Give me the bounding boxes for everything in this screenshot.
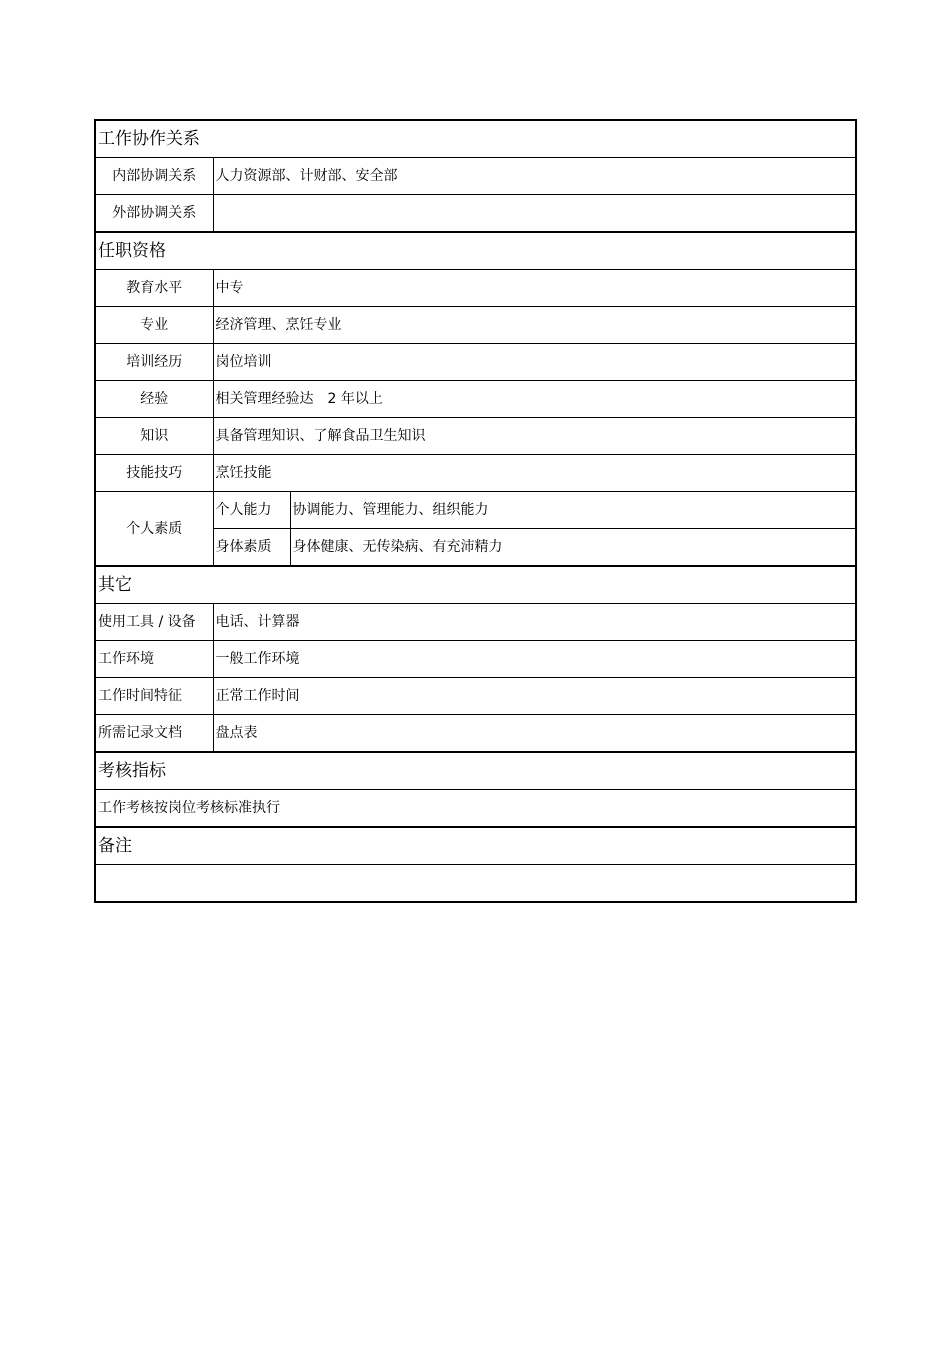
table-row <box>95 455 856 492</box>
table-row <box>95 195 856 233</box>
section-row-other <box>95 566 856 604</box>
training-label: 培训经历 <box>95 344 213 381</box>
internal-coordination-label: 内部协调关系 <box>95 158 213 195</box>
table-row <box>95 865 856 903</box>
education-value: 中专 <box>213 270 856 307</box>
assessment-value: 工作考核按岗位考核标准执行 <box>95 790 856 828</box>
job-description-table <box>94 119 857 903</box>
worktime-label: 工作时间特征 <box>95 678 213 715</box>
skills-label: 技能技巧 <box>95 455 213 492</box>
personal-ability-label: 个人能力 <box>213 492 290 529</box>
table-row <box>95 270 856 307</box>
knowledge-value: 具备管理知识、了解食品卫生知识 <box>213 418 856 455</box>
experience-label: 经验 <box>95 381 213 418</box>
knowledge-label: 知识 <box>95 418 213 455</box>
environment-value: 一般工作环境 <box>213 641 856 678</box>
table-row <box>95 344 856 381</box>
table-row <box>95 678 856 715</box>
section-title-qualification: 任职资格 <box>95 232 856 270</box>
table-row <box>95 492 856 529</box>
skills-value: 烹饪技能 <box>213 455 856 492</box>
major-label: 专业 <box>95 307 213 344</box>
major-value: 经济管理、烹饪专业 <box>213 307 856 344</box>
physical-quality-label: 身体素质 <box>213 529 290 567</box>
training-value: 岗位培训 <box>213 344 856 381</box>
personal-quality-label: 个人素质 <box>95 492 213 567</box>
external-coordination-label: 外部协调关系 <box>95 195 213 233</box>
tools-label: 使用工具 / 设备 <box>95 604 213 641</box>
education-label: 教育水平 <box>95 270 213 307</box>
tools-value: 电话、计算器 <box>213 604 856 641</box>
records-value: 盘点表 <box>213 715 856 753</box>
table-row <box>95 307 856 344</box>
table-row <box>95 381 856 418</box>
section-row-assessment <box>95 752 856 790</box>
internal-coordination-value: 人力资源部、计财部、安全部 <box>213 158 856 195</box>
section-title-assessment: 考核指标 <box>95 752 856 790</box>
physical-quality-value: 身体健康、无传染病、有充沛精力 <box>290 529 856 567</box>
environment-label: 工作环境 <box>95 641 213 678</box>
records-label: 所需记录文档 <box>95 715 213 753</box>
table-row <box>95 158 856 195</box>
table-row <box>95 641 856 678</box>
experience-value: 相关管理经验达 2 年以上 <box>213 381 856 418</box>
table-row <box>95 418 856 455</box>
section-title-cooperation: 工作协作关系 <box>95 120 856 158</box>
section-title-other: 其它 <box>95 566 856 604</box>
remarks-value <box>95 865 856 903</box>
worktime-value: 正常工作时间 <box>213 678 856 715</box>
section-row-qualification <box>95 232 856 270</box>
section-row-cooperation <box>95 120 856 158</box>
section-row-remarks <box>95 827 856 865</box>
external-coordination-value <box>213 195 856 233</box>
section-title-remarks: 备注 <box>95 827 856 865</box>
table-row <box>95 715 856 753</box>
personal-ability-value: 协调能力、管理能力、组织能力 <box>290 492 856 529</box>
table-row <box>95 604 856 641</box>
table-row <box>95 790 856 828</box>
